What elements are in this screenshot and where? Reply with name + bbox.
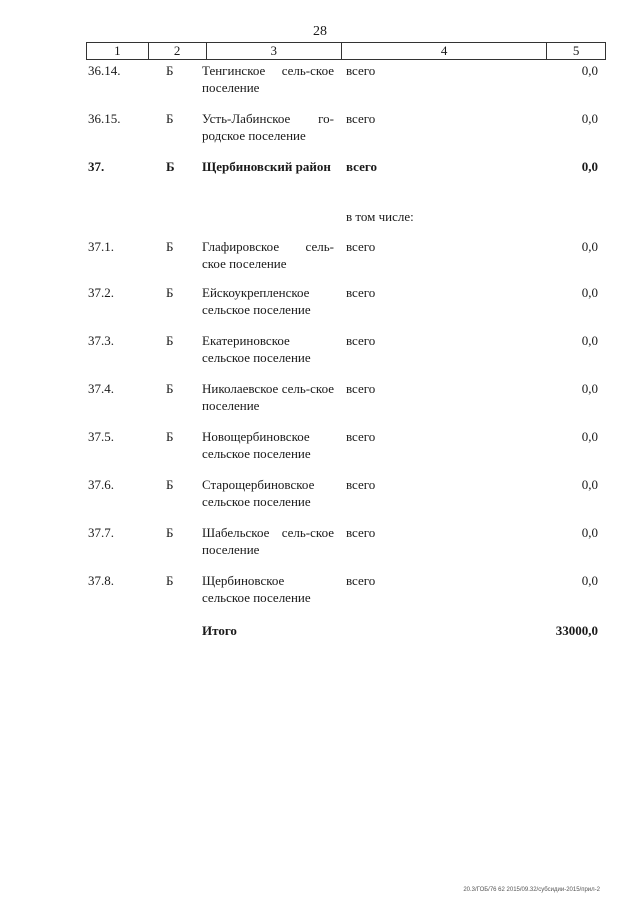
row-number: 37.: [88, 159, 105, 174]
row-name: Николаевское сель-ское поселение: [202, 381, 334, 413]
header-col-4: 4: [342, 43, 547, 59]
row-type: всего: [346, 111, 376, 126]
row-number: 37.6.: [88, 477, 114, 492]
table-header: [86, 42, 606, 60]
row-name: Щербиновское сельское поселение: [202, 573, 311, 605]
row-value: 0,0: [581, 159, 598, 174]
row-category: Б: [166, 285, 174, 300]
row-category: Б: [166, 111, 174, 126]
row-category: Б: [166, 573, 174, 588]
row-value: 0,0: [581, 573, 598, 588]
row-name: Итого: [202, 623, 237, 638]
page-number: 28: [313, 24, 327, 39]
row-number: 37.5.: [88, 429, 114, 444]
header-col-5: 5: [572, 43, 580, 58]
row-value: 33000,0: [555, 623, 598, 638]
row-value: 0,0: [581, 239, 598, 254]
footer-note: 20.3/ГОБ/76 62 2015/09.32/субсидии-2015/прил-2: [463, 887, 600, 893]
header-col-3: 3: [207, 43, 342, 59]
row-name: Щербиновский район: [202, 159, 331, 174]
row-value: 0,0: [581, 525, 598, 540]
row-value: 0,0: [581, 429, 598, 444]
row-number: 36.15.: [88, 111, 121, 126]
row-number: 37.1.: [88, 239, 114, 254]
row-number: 36.14.: [88, 63, 121, 78]
row-value: 0,0: [581, 477, 598, 492]
row-number: 37.8.: [88, 573, 114, 588]
row-category: Б: [166, 333, 174, 348]
row-value: 0,0: [581, 333, 598, 348]
row-name: Старощербиновское сельское поселение: [202, 477, 315, 509]
row-category: Б: [166, 239, 174, 254]
header-col-2: 2: [149, 43, 207, 59]
row-type: всего: [346, 429, 376, 444]
row-type: всего: [346, 525, 376, 540]
row-name: Усть-Лабинское го-родское поселение: [202, 111, 334, 143]
row-category: Б: [166, 477, 174, 492]
row-name: Тенгинское сель-ское поселение: [202, 63, 334, 95]
row-name: Шабельское сель-ское поселение: [202, 525, 334, 557]
row-name: Глафировское сель-ское поселение: [202, 239, 334, 271]
row-value: 0,0: [581, 111, 598, 126]
row-type: всего: [346, 159, 377, 174]
row-type: всего: [346, 285, 376, 300]
header-col-1: 1: [87, 43, 149, 59]
row-type: всего: [346, 381, 376, 396]
row-value: 0,0: [581, 285, 598, 300]
row-category: Б: [166, 429, 174, 444]
row-category: Б: [166, 381, 174, 396]
row-name: Екатериновское сельское поселение: [202, 333, 311, 365]
row-name: Новощербиновское сельское поселение: [202, 429, 311, 461]
row-type: всего: [346, 333, 376, 348]
row-name: Ейскоукрепленское сельское поселение: [202, 285, 311, 317]
row-number: 37.4.: [88, 381, 114, 396]
row-value: 0,0: [581, 63, 598, 78]
row-type: всего: [346, 239, 376, 254]
row-number: 37.2.: [88, 285, 114, 300]
row-number: 37.3.: [88, 333, 114, 348]
row-type: всего: [346, 477, 376, 492]
row-category: Б: [166, 525, 174, 540]
row-type: всего: [346, 573, 376, 588]
row-type: всего: [346, 63, 376, 78]
row-value: 0,0: [581, 381, 598, 396]
row-category: Б: [166, 63, 174, 78]
row-category: Б: [166, 159, 175, 174]
row-type: в том числе:: [346, 209, 414, 224]
row-number: 37.7.: [88, 525, 114, 540]
